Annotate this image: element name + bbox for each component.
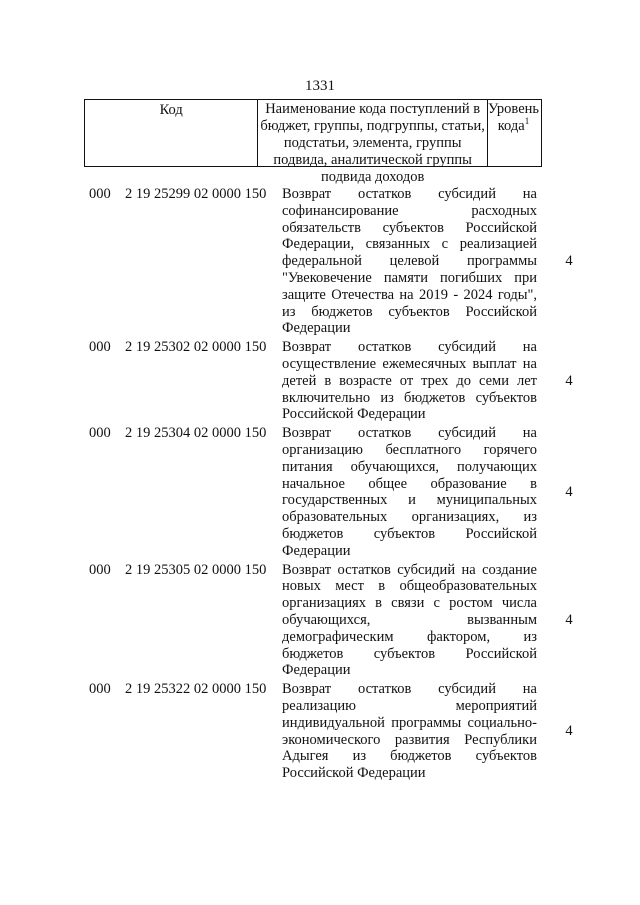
header-code: Код [159, 102, 183, 118]
table-header [84, 99, 542, 185]
revenue-name: Возврат остатков субсидий на осуществление ежемесячных выплат на детей в возрасте от трех до семи лет включительно из бюджетов субъектов Российской Федерации [282, 339, 537, 423]
revenue-code: 2 19 25304 02 0000 150 [125, 425, 267, 442]
admin-code: 000 [89, 425, 111, 442]
revenue-code: 2 19 25299 02 0000 150 [125, 186, 267, 202]
header-level-label: Уровень кода [487, 101, 539, 134]
revenue-name: Возврат остатков субсидий на организацию бесплатного горячего питания обучающихся, получающих начальное общее образование в государственных и муниципальных образовательных организациях, из бюджетов субъектов Российской Федерации [282, 425, 537, 559]
revenue-code: 2 19 25302 02 0000 150 [125, 339, 267, 356]
revenue-code: 2 19 25322 02 0000 150 [125, 681, 267, 698]
table-row [84, 425, 604, 559]
code-level: 4 [565, 253, 573, 270]
admin-code: 000 [89, 681, 111, 698]
table-row [84, 186, 604, 337]
admin-code: 000 [89, 186, 111, 202]
header-level [487, 100, 541, 166]
page-number: 1331 [305, 78, 335, 94]
code-level: 4 [565, 483, 573, 500]
admin-code: 000 [89, 561, 111, 578]
code-level: 4 [565, 372, 573, 389]
revenue-code: 2 19 25305 02 0000 150 [125, 561, 267, 578]
table-row [84, 681, 604, 782]
code-level: 4 [565, 723, 573, 740]
table-body [84, 186, 604, 784]
table-row [84, 562, 604, 680]
admin-code: 000 [89, 339, 111, 356]
code-level: 4 [565, 611, 573, 628]
revenue-name: Возврат остатков субсидий на софинансирование расходных обязательств субъектов Российской Федерации, связанных с реализацией федеральной целевой программы "Увековечение памяти погибших при защите Отечества на 2019 - 2024 годы", из бюджетов субъектов Российской Федерации [282, 186, 537, 337]
revenue-name: Возврат остатков субсидий на создание новых мест в общеобразовательных организациях в связи с ростом числа обучающихся, вызванным демографическим фактором, из бюджетов субъектов Российской Федерации [282, 561, 537, 679]
header-name: Наименование кода поступлений в бюджет, группы, подгруппы, статьи, подстатьи, элемента, группы подвида, аналитической группы подвида доходов [257, 100, 487, 166]
revenue-name: Возврат остатков субсидий на реализацию мероприятий индивидуальной программы социально-экономического развития Республики Адыгея из бюджетов субъектов Российской Федерации [282, 681, 537, 782]
header-level-footnote: 1 [524, 116, 530, 127]
table-row [84, 339, 604, 423]
